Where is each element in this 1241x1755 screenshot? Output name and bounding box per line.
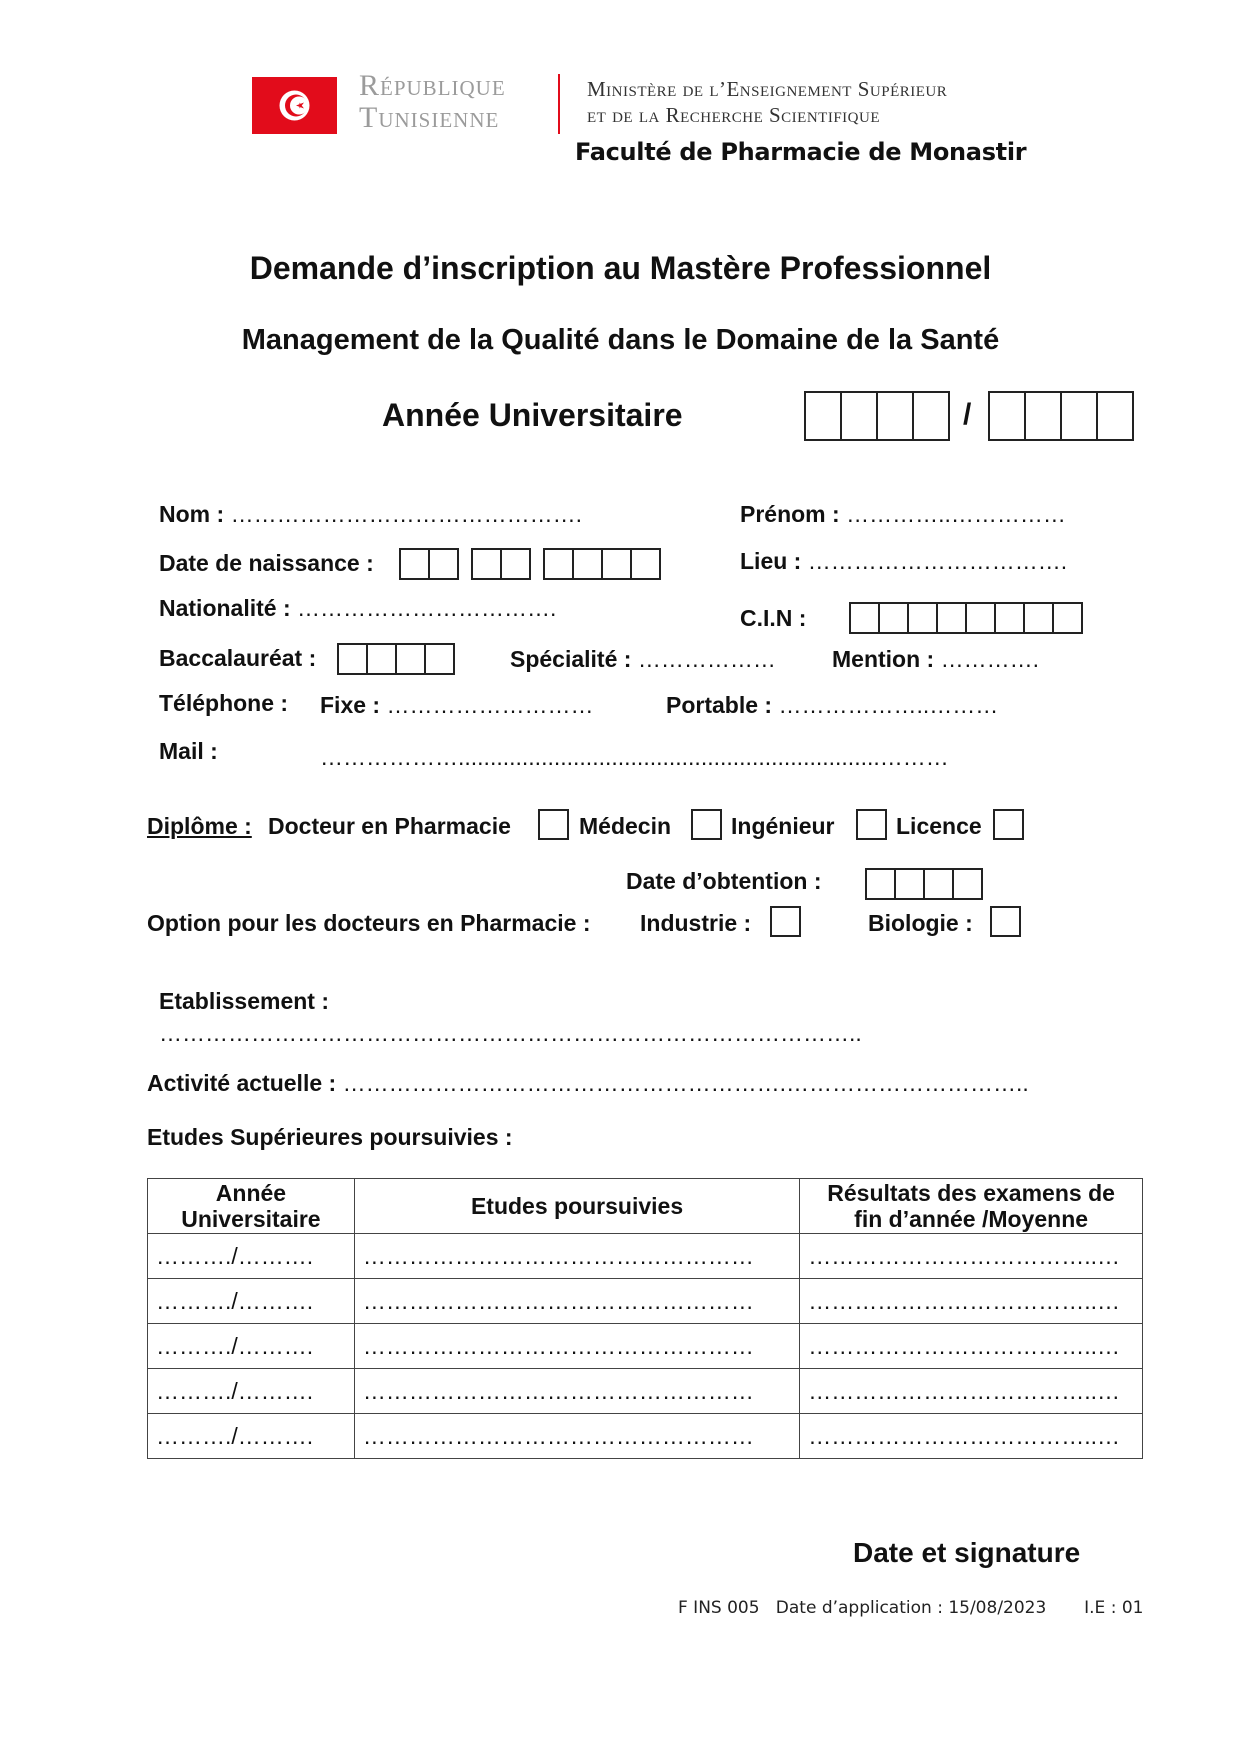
birth-day-boxes[interactable] [399,548,457,580]
checkbox-ingenieur[interactable] [856,809,887,840]
digit-box[interactable] [424,643,455,675]
cell-etudes[interactable]: …………………………………………… [354,1279,799,1324]
specialite-dots[interactable]: ……………… [637,646,776,672]
digit-box[interactable] [865,868,896,900]
header-divider [558,74,560,134]
digit-box[interactable] [907,602,938,634]
nom-label: Nom : [159,501,225,527]
biologie-label: Biologie : [868,910,973,936]
digit-box[interactable] [994,602,1025,634]
form-footer [678,1598,1143,1618]
digit-box[interactable] [395,643,426,675]
digit-box[interactable] [601,548,632,580]
mail-dots[interactable]: ………………..................................................................……… [320,744,949,770]
bac-year-boxes[interactable] [337,643,453,675]
digit-box[interactable] [1096,391,1134,441]
header-etudes: Etudes poursuivies [354,1179,799,1234]
industrie-label: Industrie : [640,910,752,936]
diplome-option-pharmacie: Docteur en Pharmacie [268,813,511,839]
year-label: Année Universitaire [382,397,683,433]
nationalite-label: Nationalité : [159,595,291,621]
digit-box[interactable] [471,548,502,580]
digit-box[interactable] [912,391,950,441]
digit-box[interactable] [1060,391,1098,441]
activite-field[interactable] [147,1070,1029,1097]
digit-box[interactable] [1052,602,1083,634]
portable-dots[interactable]: ………………..……… [778,692,999,718]
bac-label: Baccalauréat : [159,645,317,671]
cell-etudes[interactable]: …………………………………………… [354,1369,799,1414]
cin-boxes[interactable] [849,602,1081,634]
cell-annee[interactable]: ………./………. [148,1414,355,1459]
cell-etudes[interactable]: …………………………………………… [354,1324,799,1369]
activite-label: Activité actuelle : [147,1070,337,1096]
nom-field[interactable] [159,501,582,528]
tunisia-flag-icon [252,77,337,134]
lieu-field[interactable] [740,548,1067,575]
etablissement-dots[interactable]: ……………………………………………………………………………….. [159,1020,862,1046]
ie-version: I.E : 01 [1084,1598,1144,1618]
option-pharmacie-label: Option pour les docteurs en Pharmacie : [147,910,591,936]
table-row [148,1324,1143,1369]
form-title: Demande d’inscription au Mastère Professionnel [249,250,992,286]
checkbox-licence[interactable] [993,809,1024,840]
year-start-boxes[interactable] [804,391,948,441]
cell-resultats[interactable]: ………………………………..… [800,1369,1143,1414]
republic-line1: République [359,69,506,102]
etablissement-label: Etablissement : [159,988,329,1014]
digit-box[interactable] [500,548,531,580]
mention-dots[interactable]: …………. [940,646,1039,672]
naissance-label: Date de naissance : [159,550,374,576]
digit-box[interactable] [936,602,967,634]
fixe-field[interactable] [320,692,593,719]
cell-resultats[interactable]: ………………………………..… [800,1324,1143,1369]
digit-box[interactable] [988,391,1026,441]
digit-box[interactable] [630,548,661,580]
republic-name [359,70,506,134]
nationalite-field[interactable] [159,595,556,622]
digit-box[interactable] [894,868,925,900]
date-application: Date d’application : 15/08/2023 [775,1598,1047,1618]
lieu-label: Lieu : [740,548,802,574]
header-resultats: Résultats des examens de fin d’année /Moyenne [800,1179,1143,1234]
ministry-name [587,76,947,128]
specialite-label: Spécialité : [510,646,632,672]
faculty-name: Faculté de Pharmacie de Monastir [575,138,1027,166]
birth-year-boxes[interactable] [543,548,659,580]
cell-etudes[interactable]: …………………………………………… [354,1414,799,1459]
table-row [148,1279,1143,1324]
cell-annee[interactable]: ………./………. [148,1234,355,1279]
digit-box[interactable] [923,868,954,900]
ministry-line1: Ministère de l’Enseignement Supérieur [587,77,948,101]
digit-box[interactable] [849,602,880,634]
header-annee: Année Universitaire [148,1179,355,1234]
mention-field[interactable] [832,646,1039,673]
activite-dots[interactable]: ………………………………………………….………………………….. [342,1070,1029,1096]
table-header-row [148,1179,1143,1234]
digit-box[interactable] [572,548,603,580]
cell-annee[interactable]: ………./………. [148,1369,355,1414]
cell-resultats[interactable]: ………………………………..… [800,1279,1143,1324]
date-obtention-label: Date d’obtention : [626,868,822,894]
digit-box[interactable] [337,643,368,675]
cell-resultats[interactable]: ………………………………..… [800,1414,1143,1459]
mail-label: Mail : [159,738,218,764]
form-code: F INS 005 [678,1598,760,1618]
nationalite-dots[interactable]: ……………………………. [297,595,557,621]
table-row [148,1234,1143,1279]
form-subtitle: Management de la Qualité dans le Domaine de la Santé [241,324,1000,356]
fixe-label: Fixe : [320,692,381,718]
telephone-label: Téléphone : [159,690,289,716]
lieu-dots[interactable]: ……………………………. [807,548,1068,574]
digit-box[interactable] [952,868,983,900]
digit-box[interactable] [878,602,909,634]
signature-label: Date et signature [853,1537,1081,1568]
birth-month-boxes[interactable] [471,548,529,580]
cell-annee[interactable]: ………./………. [148,1324,355,1369]
checkbox-pharmacie[interactable] [538,809,569,840]
diplome-option-licence: Licence [896,813,982,839]
republic-line2: Tunisienne [359,101,500,134]
prenom-field[interactable] [740,501,1066,528]
checkbox-industrie[interactable] [770,906,801,937]
diplome-option-medecin: Médecin [579,813,672,839]
digit-box[interactable] [965,602,996,634]
digit-box[interactable] [1024,391,1062,441]
prenom-label: Prénom : [740,501,840,527]
cell-etudes[interactable]: …………………………………………… [354,1234,799,1279]
etudes-label: Etudes Supérieures poursuivies : [147,1124,513,1150]
digit-box[interactable] [840,391,878,441]
year-separator: / [963,398,972,431]
portable-label: Portable : [666,692,773,718]
checkbox-biologie[interactable] [990,906,1021,937]
specialite-field[interactable] [510,646,776,673]
digit-box[interactable] [804,391,842,441]
cin-label: C.I.N : [740,605,807,631]
mention-label: Mention : [832,646,935,672]
cell-resultats[interactable]: ………………………………..… [800,1234,1143,1279]
portable-field[interactable] [666,692,998,719]
date-obtention-boxes[interactable] [865,868,981,900]
etudes-table [147,1178,1143,1459]
digit-box[interactable] [876,391,914,441]
prenom-dots[interactable]: …………..…………… [846,501,1066,527]
table-row [148,1414,1143,1459]
year-end-boxes[interactable] [988,391,1132,441]
table-row [148,1369,1143,1414]
digit-box[interactable] [543,548,574,580]
diplome-label: Diplôme : [147,813,252,839]
ministry-line2: et de la Recherche Scientifique [587,103,880,127]
digit-box[interactable] [399,548,430,580]
checkbox-medecin[interactable] [691,809,722,840]
diplome-option-ingenieur: Ingénieur [731,813,835,839]
digit-box[interactable] [1023,602,1054,634]
digit-box[interactable] [428,548,459,580]
fixe-dots[interactable]: ……………………… [386,692,594,718]
digit-box[interactable] [366,643,397,675]
nom-dots[interactable]: ………………………………………. [230,501,582,527]
cell-annee[interactable]: ………./………. [148,1279,355,1324]
